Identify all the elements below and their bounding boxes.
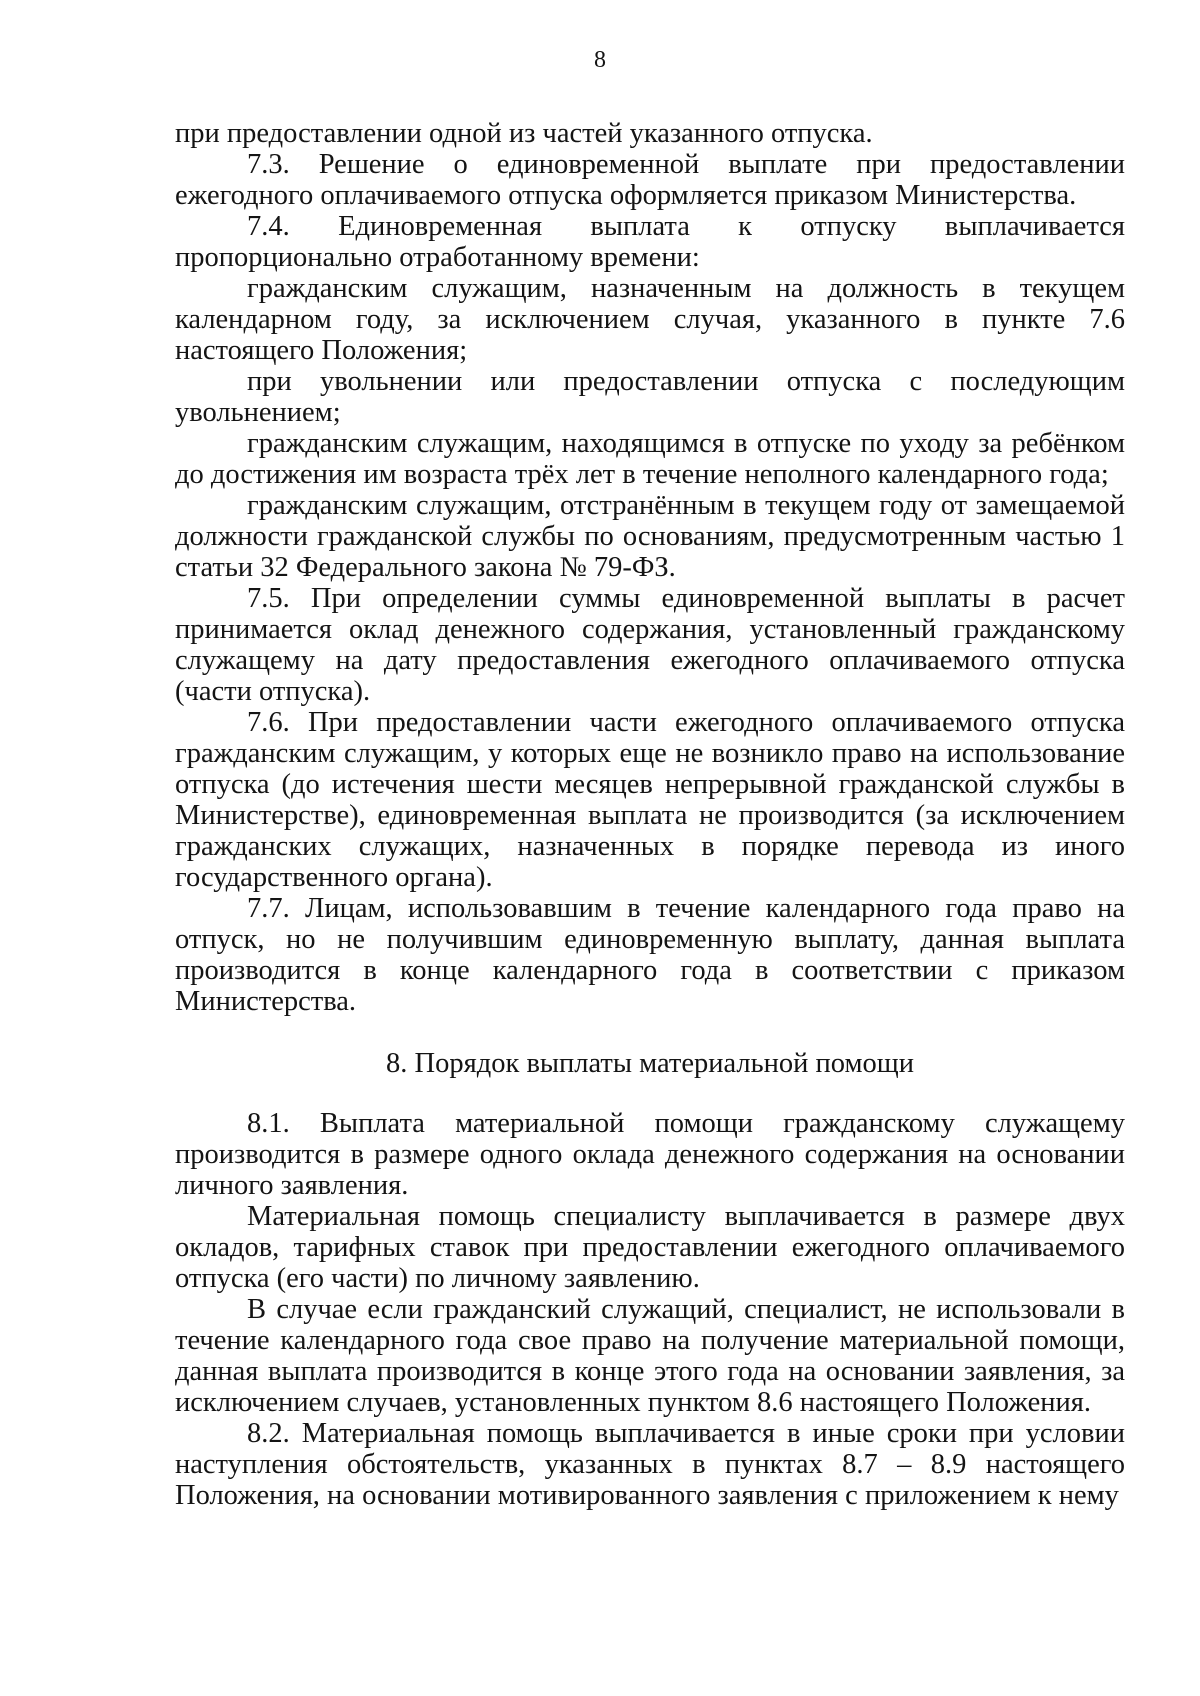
paragraph-7-4: 7.4. Единовременная выплата к отпуску выплачивается пропорционально отработанному времени: bbox=[175, 211, 1125, 273]
paragraph-7-4-item-childcare: гражданским служащим, находящимся в отпуске по уходу за ребёнком до достижения им возраста трёх лет в течение неполного календарного года; bbox=[175, 428, 1125, 490]
section-title: 8. Порядок выплаты материальной помощи bbox=[386, 1048, 914, 1079]
paragraph-7-3: 7.3. Решение о единовременной выплате при предоставлении ежегодного оплачиваемого отпуска оформляется приказом Министерства. bbox=[175, 149, 1125, 211]
paragraph-8-1-specialist: Материальная помощь специалисту выплачивается в размере двух окладов, тарифных ставок при предоставлении ежегодного оплачиваемого отпуска (его части) по личному заявлению. bbox=[175, 1201, 1125, 1294]
paragraph-7-4-item-dismissal: при увольнении или предоставлении отпуска с последующим увольнением; bbox=[175, 366, 1125, 428]
page-number: 8 bbox=[594, 47, 606, 73]
paragraph-7-4-item-suspended: гражданским служащим, отстранённым в текущем году от замещаемой должности гражданской службы по основаниям, предусмотренным частью 1 статьи 32 Федерального закона № 79-ФЗ. bbox=[175, 490, 1125, 583]
paragraph-7-6: 7.6. При предоставлении части ежегодного оплачиваемого отпуска гражданским служащим, у которых еще не возникло право на использование отпуска (до истечения шести месяцев непрерывной гражданской службы в Министерстве), единовременная выплата не производится (за исключением гражданских служащих, назначенных в порядке перевода из иного государственного органа). bbox=[175, 707, 1125, 893]
paragraph-continuation: при предоставлении одной из частей указанного отпуска. bbox=[175, 118, 873, 149]
paragraph-7-7: 7.7. Лицам, использовавшим в течение календарного года право на отпуск, но не получившим единовременную выплату, данная выплата производится в конце календарного года в соответствии с приказом Министерства. bbox=[175, 893, 1125, 1017]
paragraph-7-5: 7.5. При определении суммы единовременной выплаты в расчет принимается оклад денежного содержания, установленный гражданскому служащему на дату предоставления ежегодного оплачиваемого отпуска (части отпуска). bbox=[175, 583, 1125, 707]
paragraph-7-4-item-appointed: гражданским служащим, назначенным на должность в текущем календарном году, за исключением случая, указанного в пункте 7.6 настоящего Положения; bbox=[175, 273, 1125, 366]
document-body bbox=[175, 118, 1125, 1511]
paragraph-8-1-unused: В случае если гражданский служащий, специалист, не использовали в течение календарного года свое право на получение материальной помощи, данная выплата производится в конце этого года на основании заявления, за исключением случаев, установленных пунктом 8.6 настоящего Положения. bbox=[175, 1294, 1125, 1418]
paragraph-8-1: 8.1. Выплата материальной помощи гражданскому служащему производится в размере одного оклада денежного содержания на основании личного заявления. bbox=[175, 1108, 1125, 1201]
paragraph-8-2: 8.2. Материальная помощь выплачивается в иные сроки при условии наступления обстоятельств, указанных в пунктах 8.7 – 8.9 настоящего Положения, на основании мотивированного заявления с приложением к нему bbox=[175, 1418, 1125, 1511]
